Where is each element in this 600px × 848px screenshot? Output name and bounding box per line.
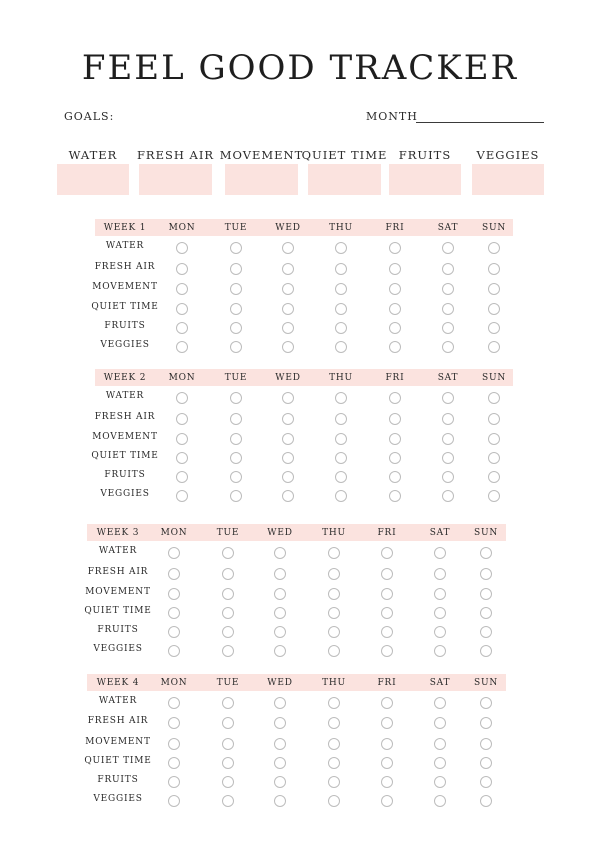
- row-label-veggies: VEGGIES: [93, 794, 143, 804]
- checkbox-circle-fruits-mon[interactable]: [168, 626, 180, 638]
- checkbox-circle-fresh-air-sat[interactable]: [442, 263, 454, 275]
- checkbox-circle-water-tue[interactable]: [222, 697, 234, 709]
- day-header-sun: SUN: [473, 678, 499, 688]
- checkbox-circle-water-wed[interactable]: [274, 547, 286, 559]
- day-header-fri: FRI: [385, 223, 405, 233]
- checkbox-circle-fruits-wed[interactable]: [282, 322, 294, 334]
- checkbox-circle-veggies-fri[interactable]: [381, 795, 393, 807]
- checkbox-circle-quiet-time-thu[interactable]: [328, 607, 340, 619]
- checkbox-circle-fruits-fri[interactable]: [381, 626, 393, 638]
- row-label-water: WATER: [98, 546, 138, 556]
- checkbox-circle-water-thu[interactable]: [335, 392, 347, 404]
- checkbox-circle-veggies-tue[interactable]: [222, 795, 234, 807]
- checkbox-circle-quiet-time-tue[interactable]: [222, 607, 234, 619]
- day-header-wed: WED: [275, 223, 301, 233]
- goal-box-water[interactable]: [57, 164, 129, 195]
- row-label-movement: MOVEMENT: [85, 737, 151, 747]
- checkbox-circle-quiet-time-wed[interactable]: [282, 303, 294, 315]
- checkbox-circle-veggies-sat[interactable]: [442, 490, 454, 502]
- checkbox-circle-fruits-tue[interactable]: [230, 322, 242, 334]
- row-label-fruits: FRUITS: [97, 775, 139, 785]
- checkbox-circle-fresh-air-fri[interactable]: [389, 263, 401, 275]
- checkbox-circle-movement-sun[interactable]: [488, 433, 500, 445]
- day-header-sun: SUN: [481, 223, 507, 233]
- checkbox-circle-veggies-mon[interactable]: [168, 645, 180, 657]
- checkbox-circle-veggies-thu[interactable]: [335, 490, 347, 502]
- checkbox-circle-fruits-mon[interactable]: [176, 322, 188, 334]
- row-label-water: WATER: [98, 696, 138, 706]
- checkbox-circle-water-sat[interactable]: [434, 697, 446, 709]
- checkbox-circle-movement-tue[interactable]: [222, 588, 234, 600]
- checkbox-circle-movement-thu[interactable]: [328, 588, 340, 600]
- week-label: WEEK 4: [96, 678, 140, 688]
- checkbox-circle-veggies-sat[interactable]: [442, 341, 454, 353]
- checkbox-circle-movement-sat[interactable]: [434, 588, 446, 600]
- checkbox-circle-fruits-thu[interactable]: [335, 322, 347, 334]
- day-header-sat: SAT: [437, 223, 459, 233]
- checkbox-circle-fruits-fri[interactable]: [389, 471, 401, 483]
- checkbox-circle-veggies-fri[interactable]: [381, 645, 393, 657]
- checkbox-circle-fruits-wed[interactable]: [282, 471, 294, 483]
- checkbox-circle-quiet-time-mon[interactable]: [168, 757, 180, 769]
- checkbox-circle-water-tue[interactable]: [230, 392, 242, 404]
- checkbox-circle-veggies-sun[interactable]: [488, 341, 500, 353]
- checkbox-circle-water-wed[interactable]: [282, 242, 294, 254]
- checkbox-circle-movement-tue[interactable]: [230, 283, 242, 295]
- checkbox-circle-fruits-fri[interactable]: [381, 776, 393, 788]
- checkbox-circle-fruits-sun[interactable]: [480, 776, 492, 788]
- week-label: WEEK 3: [96, 528, 140, 538]
- checkbox-circle-fresh-air-tue[interactable]: [222, 717, 234, 729]
- goal-box-movement[interactable]: [225, 164, 298, 195]
- checkbox-circle-fruits-sat[interactable]: [442, 322, 454, 334]
- checkbox-circle-quiet-time-fri[interactable]: [389, 303, 401, 315]
- checkbox-circle-water-mon[interactable]: [168, 547, 180, 559]
- week-label: WEEK 1: [103, 223, 147, 233]
- checkbox-circle-water-mon[interactable]: [176, 242, 188, 254]
- checkbox-circle-veggies-tue[interactable]: [222, 645, 234, 657]
- checkbox-circle-water-tue[interactable]: [230, 242, 242, 254]
- day-header-wed: WED: [267, 528, 293, 538]
- checkbox-circle-fruits-wed[interactable]: [274, 776, 286, 788]
- checkbox-circle-fresh-air-sun[interactable]: [488, 263, 500, 275]
- checkbox-circle-fruits-mon[interactable]: [176, 471, 188, 483]
- checkbox-circle-movement-mon[interactable]: [176, 283, 188, 295]
- checkbox-circle-quiet-time-fri[interactable]: [381, 757, 393, 769]
- checkbox-circle-quiet-time-sun[interactable]: [480, 607, 492, 619]
- day-header-wed: WED: [275, 373, 301, 383]
- checkbox-circle-fresh-air-sun[interactable]: [488, 413, 500, 425]
- checkbox-circle-fruits-sat[interactable]: [442, 471, 454, 483]
- checkbox-circle-fresh-air-mon[interactable]: [168, 717, 180, 729]
- checkbox-circle-movement-fri[interactable]: [389, 283, 401, 295]
- checkbox-circle-quiet-time-thu[interactable]: [328, 757, 340, 769]
- checkbox-circle-fresh-air-sun[interactable]: [480, 717, 492, 729]
- checkbox-circle-quiet-time-wed[interactable]: [274, 607, 286, 619]
- day-header-sun: SUN: [473, 528, 499, 538]
- day-header-mon: MON: [168, 223, 196, 233]
- checkbox-circle-water-wed[interactable]: [282, 392, 294, 404]
- day-header-tue: TUE: [216, 528, 240, 538]
- checkbox-circle-veggies-wed[interactable]: [282, 490, 294, 502]
- checkbox-circle-water-fri[interactable]: [381, 697, 393, 709]
- goal-label-fresh-air: FRESH AIR: [136, 148, 215, 162]
- checkbox-circle-veggies-fri[interactable]: [389, 490, 401, 502]
- checkbox-circle-veggies-sat[interactable]: [434, 795, 446, 807]
- checkbox-circle-fruits-sun[interactable]: [488, 322, 500, 334]
- checkbox-circle-fruits-wed[interactable]: [274, 626, 286, 638]
- checkbox-circle-movement-mon[interactable]: [176, 433, 188, 445]
- row-label-quiet-time: QUIET TIME: [91, 302, 159, 312]
- day-header-thu: THU: [322, 678, 346, 688]
- checkbox-circle-fruits-fri[interactable]: [389, 322, 401, 334]
- checkbox-circle-fruits-mon[interactable]: [168, 776, 180, 788]
- row-label-quiet-time: QUIET TIME: [91, 451, 159, 461]
- checkbox-circle-water-tue[interactable]: [222, 547, 234, 559]
- day-header-tue: TUE: [224, 373, 248, 383]
- day-header-thu: THU: [322, 528, 346, 538]
- goal-box-veggies[interactable]: [472, 164, 544, 195]
- day-header-tue: TUE: [216, 678, 240, 688]
- day-header-sat: SAT: [429, 528, 451, 538]
- checkbox-circle-water-sun[interactable]: [480, 547, 492, 559]
- checkbox-circle-fresh-air-fri[interactable]: [381, 717, 393, 729]
- goal-label-veggies: VEGGIES: [476, 148, 540, 162]
- row-label-fresh-air: FRESH AIR: [87, 716, 149, 726]
- day-header-thu: THU: [329, 223, 353, 233]
- checkbox-circle-fresh-air-tue[interactable]: [222, 568, 234, 580]
- goal-label-quiet-time: QUIET TIME: [301, 148, 388, 162]
- checkbox-circle-quiet-time-sun[interactable]: [488, 303, 500, 315]
- checkbox-circle-veggies-mon[interactable]: [176, 341, 188, 353]
- month-label: MONTH: [366, 110, 418, 123]
- checkbox-circle-movement-sun[interactable]: [480, 738, 492, 750]
- row-label-quiet-time: QUIET TIME: [84, 606, 152, 616]
- checkbox-circle-quiet-time-mon[interactable]: [168, 607, 180, 619]
- day-header-mon: MON: [160, 678, 188, 688]
- day-header-sat: SAT: [437, 373, 459, 383]
- checkbox-circle-fresh-air-thu[interactable]: [328, 568, 340, 580]
- checkbox-circle-veggies-wed[interactable]: [274, 645, 286, 657]
- checkbox-circle-quiet-time-fri[interactable]: [389, 452, 401, 464]
- checkbox-circle-water-mon[interactable]: [176, 392, 188, 404]
- row-label-fruits: FRUITS: [97, 625, 139, 635]
- checkbox-circle-quiet-time-fri[interactable]: [381, 607, 393, 619]
- checkbox-circle-fruits-sun[interactable]: [488, 471, 500, 483]
- row-label-fresh-air: FRESH AIR: [94, 262, 156, 272]
- checkbox-circle-movement-fri[interactable]: [381, 588, 393, 600]
- checkbox-circle-veggies-wed[interactable]: [282, 341, 294, 353]
- checkbox-circle-fresh-air-mon[interactable]: [168, 568, 180, 580]
- checkbox-circle-quiet-time-tue[interactable]: [222, 757, 234, 769]
- checkbox-circle-fresh-air-wed[interactable]: [282, 413, 294, 425]
- checkbox-circle-water-sun[interactable]: [488, 392, 500, 404]
- checkbox-circle-fresh-air-wed[interactable]: [282, 263, 294, 275]
- checkbox-circle-water-fri[interactable]: [389, 242, 401, 254]
- checkbox-circle-fruits-thu[interactable]: [328, 776, 340, 788]
- row-label-fresh-air: FRESH AIR: [94, 412, 156, 422]
- checkbox-circle-quiet-time-tue[interactable]: [230, 303, 242, 315]
- checkbox-circle-veggies-thu[interactable]: [328, 645, 340, 657]
- row-label-veggies: VEGGIES: [93, 644, 143, 654]
- checkbox-circle-quiet-time-sun[interactable]: [488, 452, 500, 464]
- checkbox-circle-veggies-sun[interactable]: [480, 795, 492, 807]
- checkbox-circle-water-sat[interactable]: [442, 392, 454, 404]
- goal-box-quiet-time[interactable]: [308, 164, 381, 195]
- checkbox-circle-fresh-air-mon[interactable]: [176, 263, 188, 275]
- checkbox-circle-water-mon[interactable]: [168, 697, 180, 709]
- checkbox-circle-fruits-tue[interactable]: [230, 471, 242, 483]
- checkbox-circle-water-sun[interactable]: [480, 697, 492, 709]
- month-input-line[interactable]: [416, 122, 544, 123]
- checkbox-circle-fresh-air-thu[interactable]: [328, 717, 340, 729]
- checkbox-circle-fruits-tue[interactable]: [222, 776, 234, 788]
- day-header-tue: TUE: [224, 223, 248, 233]
- checkbox-circle-movement-sat[interactable]: [442, 283, 454, 295]
- checkbox-circle-water-fri[interactable]: [381, 547, 393, 559]
- checkbox-circle-movement-wed[interactable]: [282, 433, 294, 445]
- checkbox-circle-veggies-thu[interactable]: [335, 341, 347, 353]
- checkbox-circle-movement-thu[interactable]: [328, 738, 340, 750]
- checkbox-circle-movement-mon[interactable]: [168, 738, 180, 750]
- day-header-mon: MON: [168, 373, 196, 383]
- goal-label-fruits: FRUITS: [398, 148, 452, 162]
- day-header-mon: MON: [160, 528, 188, 538]
- checkbox-circle-quiet-time-sat[interactable]: [434, 757, 446, 769]
- goal-box-fruits[interactable]: [389, 164, 461, 195]
- checkbox-circle-quiet-time-sat[interactable]: [442, 452, 454, 464]
- checkbox-circle-fresh-air-sat[interactable]: [442, 413, 454, 425]
- checkbox-circle-fruits-thu[interactable]: [335, 471, 347, 483]
- checkbox-circle-movement-sun[interactable]: [480, 588, 492, 600]
- row-label-movement: MOVEMENT: [92, 282, 158, 292]
- checkbox-circle-quiet-time-tue[interactable]: [230, 452, 242, 464]
- row-label-water: WATER: [105, 391, 145, 401]
- checkbox-circle-quiet-time-sat[interactable]: [442, 303, 454, 315]
- checkbox-circle-fresh-air-sat[interactable]: [434, 717, 446, 729]
- checkbox-circle-fresh-air-thu[interactable]: [335, 413, 347, 425]
- checkbox-circle-veggies-sat[interactable]: [434, 645, 446, 657]
- checkbox-circle-water-sat[interactable]: [442, 242, 454, 254]
- row-label-movement: MOVEMENT: [92, 432, 158, 442]
- goal-label-movement: MOVEMENT: [219, 148, 304, 162]
- checkbox-circle-quiet-time-sun[interactable]: [480, 757, 492, 769]
- row-label-water: WATER: [105, 241, 145, 251]
- checkbox-circle-movement-mon[interactable]: [168, 588, 180, 600]
- checkbox-circle-water-thu[interactable]: [335, 242, 347, 254]
- checkbox-circle-movement-wed[interactable]: [274, 738, 286, 750]
- checkbox-circle-water-thu[interactable]: [328, 547, 340, 559]
- checkbox-circle-movement-sun[interactable]: [488, 283, 500, 295]
- checkbox-circle-quiet-time-thu[interactable]: [335, 452, 347, 464]
- day-header-fri: FRI: [385, 373, 405, 383]
- checkbox-circle-quiet-time-wed[interactable]: [274, 757, 286, 769]
- day-header-thu: THU: [329, 373, 353, 383]
- checkbox-circle-movement-sat[interactable]: [434, 738, 446, 750]
- checkbox-circle-fresh-air-wed[interactable]: [274, 568, 286, 580]
- checkbox-circle-fruits-sat[interactable]: [434, 776, 446, 788]
- checkbox-circle-fruits-thu[interactable]: [328, 626, 340, 638]
- checkbox-circle-fresh-air-thu[interactable]: [335, 263, 347, 275]
- checkbox-circle-movement-tue[interactable]: [230, 433, 242, 445]
- checkbox-circle-quiet-time-sat[interactable]: [434, 607, 446, 619]
- day-header-fri: FRI: [377, 678, 397, 688]
- checkbox-circle-quiet-time-thu[interactable]: [335, 303, 347, 315]
- checkbox-circle-veggies-wed[interactable]: [274, 795, 286, 807]
- checkbox-circle-fresh-air-fri[interactable]: [389, 413, 401, 425]
- row-label-veggies: VEGGIES: [100, 340, 150, 350]
- checkbox-circle-veggies-mon[interactable]: [168, 795, 180, 807]
- checkbox-circle-water-wed[interactable]: [274, 697, 286, 709]
- checkbox-circle-fresh-air-mon[interactable]: [176, 413, 188, 425]
- checkbox-circle-fresh-air-tue[interactable]: [230, 413, 242, 425]
- checkbox-circle-veggies-tue[interactable]: [230, 341, 242, 353]
- checkbox-circle-quiet-time-mon[interactable]: [176, 452, 188, 464]
- row-label-fresh-air: FRESH AIR: [87, 567, 149, 577]
- row-label-veggies: VEGGIES: [100, 489, 150, 499]
- goal-label-water: WATER: [68, 148, 118, 162]
- checkbox-circle-water-sat[interactable]: [434, 547, 446, 559]
- row-label-fruits: FRUITS: [104, 470, 146, 480]
- checkbox-circle-movement-thu[interactable]: [335, 433, 347, 445]
- checkbox-circle-movement-wed[interactable]: [282, 283, 294, 295]
- checkbox-circle-fresh-air-fri[interactable]: [381, 568, 393, 580]
- row-label-fruits: FRUITS: [104, 321, 146, 331]
- day-header-fri: FRI: [377, 528, 397, 538]
- checkbox-circle-fresh-air-tue[interactable]: [230, 263, 242, 275]
- checkbox-circle-veggies-sun[interactable]: [480, 645, 492, 657]
- checkbox-circle-veggies-fri[interactable]: [389, 341, 401, 353]
- checkbox-circle-fruits-tue[interactable]: [222, 626, 234, 638]
- checkbox-circle-movement-sat[interactable]: [442, 433, 454, 445]
- checkbox-circle-fruits-sun[interactable]: [480, 626, 492, 638]
- checkbox-circle-water-sun[interactable]: [488, 242, 500, 254]
- row-label-movement: MOVEMENT: [85, 587, 151, 597]
- week-label: WEEK 2: [103, 373, 147, 383]
- checkbox-circle-movement-fri[interactable]: [381, 738, 393, 750]
- day-header-sat: SAT: [429, 678, 451, 688]
- goal-box-fresh-air[interactable]: [139, 164, 212, 195]
- checkbox-circle-quiet-time-wed[interactable]: [282, 452, 294, 464]
- checkbox-circle-water-thu[interactable]: [328, 697, 340, 709]
- goals-label: GOALS:: [64, 110, 115, 123]
- checkbox-circle-veggies-sun[interactable]: [488, 490, 500, 502]
- checkbox-circle-fresh-air-wed[interactable]: [274, 717, 286, 729]
- checkbox-circle-veggies-mon[interactable]: [176, 490, 188, 502]
- checkbox-circle-fruits-sat[interactable]: [434, 626, 446, 638]
- day-header-wed: WED: [267, 678, 293, 688]
- checkbox-circle-veggies-tue[interactable]: [230, 490, 242, 502]
- checkbox-circle-veggies-thu[interactable]: [328, 795, 340, 807]
- checkbox-circle-movement-thu[interactable]: [335, 283, 347, 295]
- checkbox-circle-quiet-time-mon[interactable]: [176, 303, 188, 315]
- checkbox-circle-water-fri[interactable]: [389, 392, 401, 404]
- checkbox-circle-movement-wed[interactable]: [274, 588, 286, 600]
- row-label-quiet-time: QUIET TIME: [84, 756, 152, 766]
- checkbox-circle-fresh-air-sun[interactable]: [480, 568, 492, 580]
- day-header-sun: SUN: [481, 373, 507, 383]
- checkbox-circle-fresh-air-sat[interactable]: [434, 568, 446, 580]
- page-title: FEEL GOOD TRACKER: [81, 48, 519, 88]
- checkbox-circle-movement-fri[interactable]: [389, 433, 401, 445]
- checkbox-circle-movement-tue[interactable]: [222, 738, 234, 750]
